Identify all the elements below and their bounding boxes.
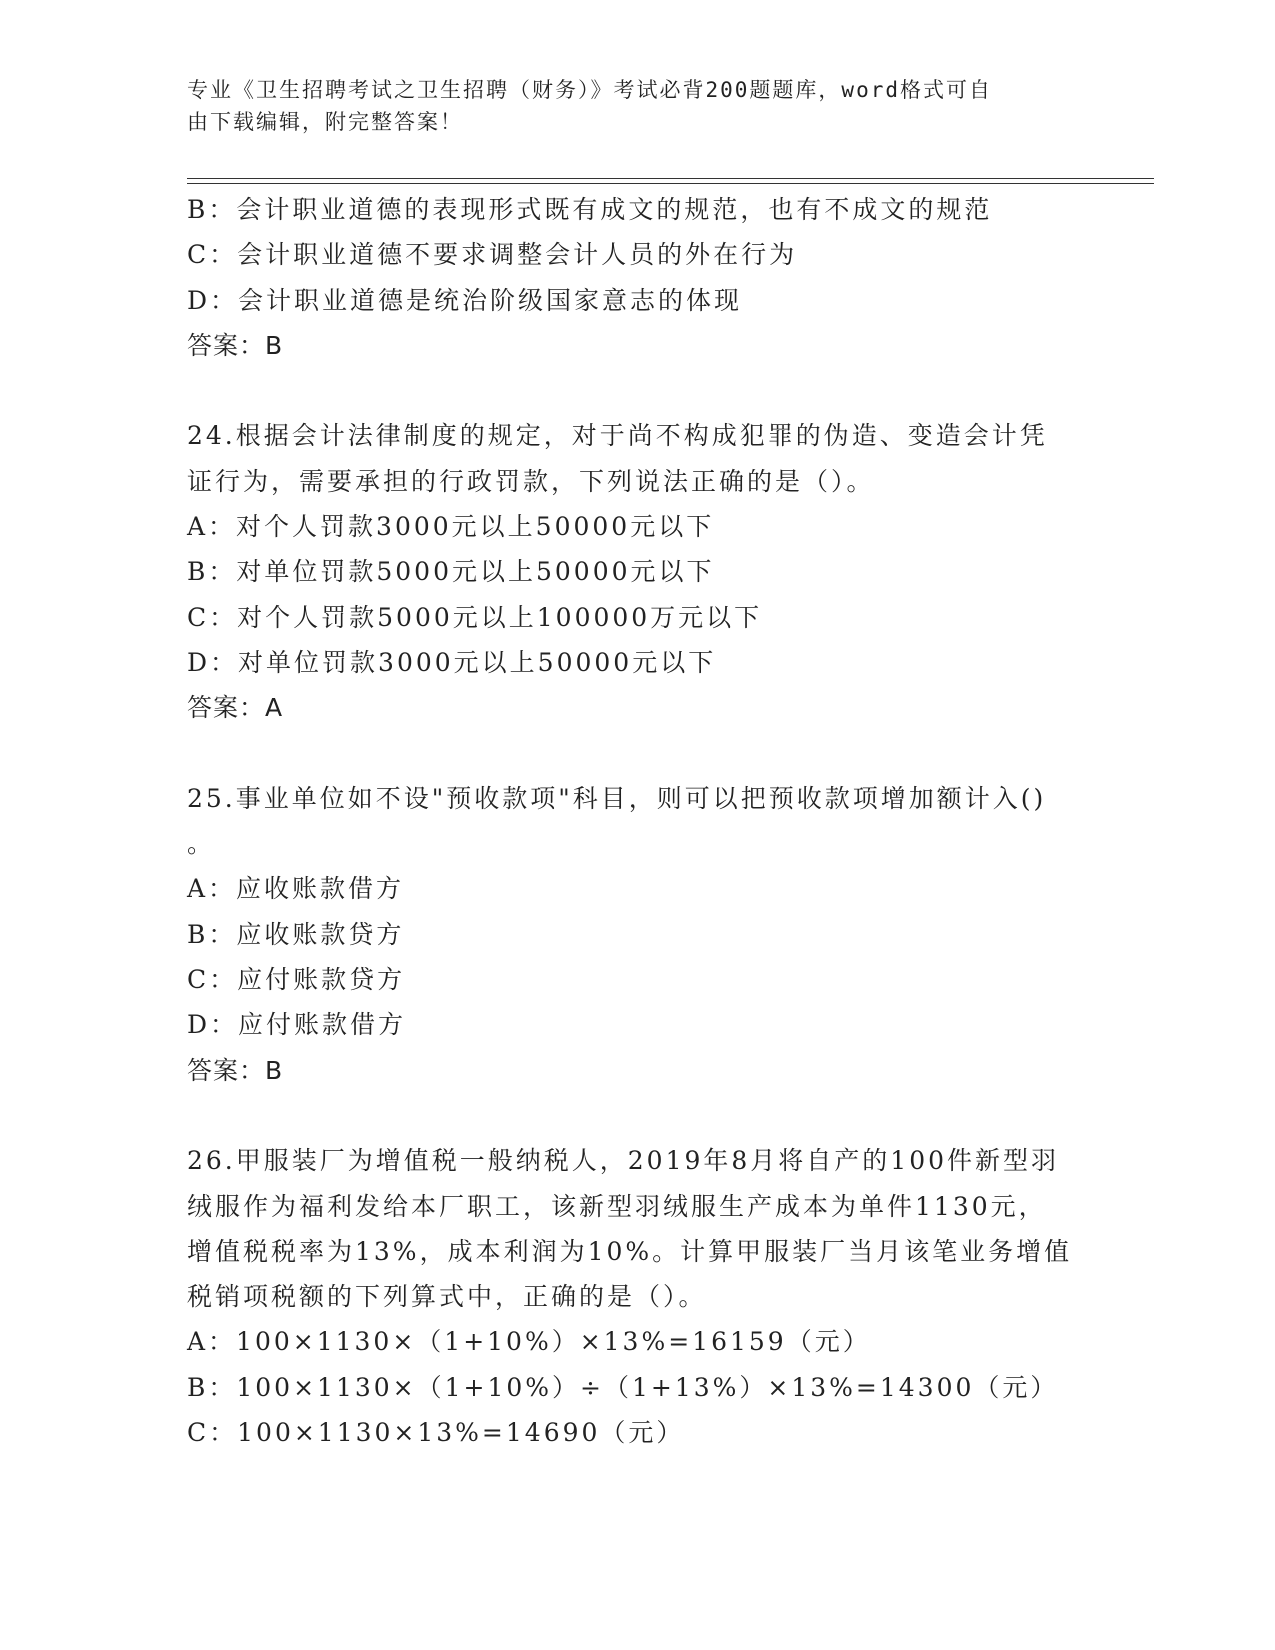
question-stem-line: 绒服作为福利发给本厂职工，该新型羽绒服生产成本为单件1130元， <box>187 1191 1047 1221</box>
answer: 答案：B <box>187 330 284 360</box>
option-a: A：对个人罚款3000元以上50000元以下 <box>187 512 715 542</box>
option-b: B：对单位罚款5000元以上50000元以下 <box>187 557 715 587</box>
question-stem-line: 。 <box>187 829 216 859</box>
header-divider-bottom <box>187 183 1154 184</box>
question-24 <box>187 413 1087 730</box>
spacer <box>187 731 1087 776</box>
option-b: B：会计职业道德的表现形式既有成文的规范，也有不成文的规范 <box>187 195 993 224</box>
answer: 答案：B <box>187 1055 284 1085</box>
option-d: D：应付账款借方 <box>187 1010 407 1040</box>
question-stem-line: 税销项税额的下列算式中，正确的是（）。 <box>187 1282 707 1312</box>
option-d: D：会计职业道德是统治阶级国家意志的体现 <box>187 285 743 315</box>
header-line-1: 专业《卫生招聘考试之卫生招聘（财务）》考试必背200题题库，word格式可自 <box>187 78 992 102</box>
option-b: B：100×1130×（1+10%）÷（1+13%）×13%=14300（元） <box>187 1372 1059 1402</box>
document-body <box>187 187 1087 1455</box>
option-c: C：应付账款贷方 <box>187 965 406 995</box>
question-23 <box>187 187 1087 368</box>
option-d: D：对单位罚款3000元以上50000元以下 <box>187 647 717 677</box>
spacer <box>187 368 1087 413</box>
option-a: A：100×1130×（1+10%）×13%=16159（元） <box>187 1327 871 1357</box>
option-c: C：对个人罚款5000元以上100000万元以下 <box>187 602 763 632</box>
spacer <box>187 1093 1087 1138</box>
question-stem-line: 26.甲服装厂为增值税一般纳税人，2019年8月将自产的100件新型羽 <box>187 1146 1060 1176</box>
header-divider-top <box>187 178 1154 179</box>
option-c: C：会计职业道德不要求调整会计人员的外在行为 <box>187 240 798 270</box>
option-a: A：应收账款借方 <box>187 874 405 904</box>
question-stem-line: 24.根据会计法律制度的规定，对于尚不构成犯罪的伪造、变造会计凭 <box>187 421 1048 451</box>
question-stem-line: 25.事业单位如不设"预收款项"科目，则可以把预收款项增加额计入() <box>187 783 1047 813</box>
option-c: C：100×1130×13%=14690（元） <box>187 1418 685 1448</box>
question-stem-line: 增值税税率为13%，成本利润为10%。计算甲服装厂当月该笔业务增值 <box>187 1236 1073 1266</box>
question-stem-line: 证行为，需要承担的行政罚款，下列说法正确的是（）。 <box>187 466 875 496</box>
answer: 答案：A <box>187 693 284 723</box>
header-line-2: 由下载编辑，附完整答案！ <box>187 110 463 134</box>
question-25 <box>187 776 1087 1093</box>
document-header <box>187 74 1067 138</box>
question-26 <box>187 1138 1087 1455</box>
option-b: B：应收账款贷方 <box>187 919 405 949</box>
